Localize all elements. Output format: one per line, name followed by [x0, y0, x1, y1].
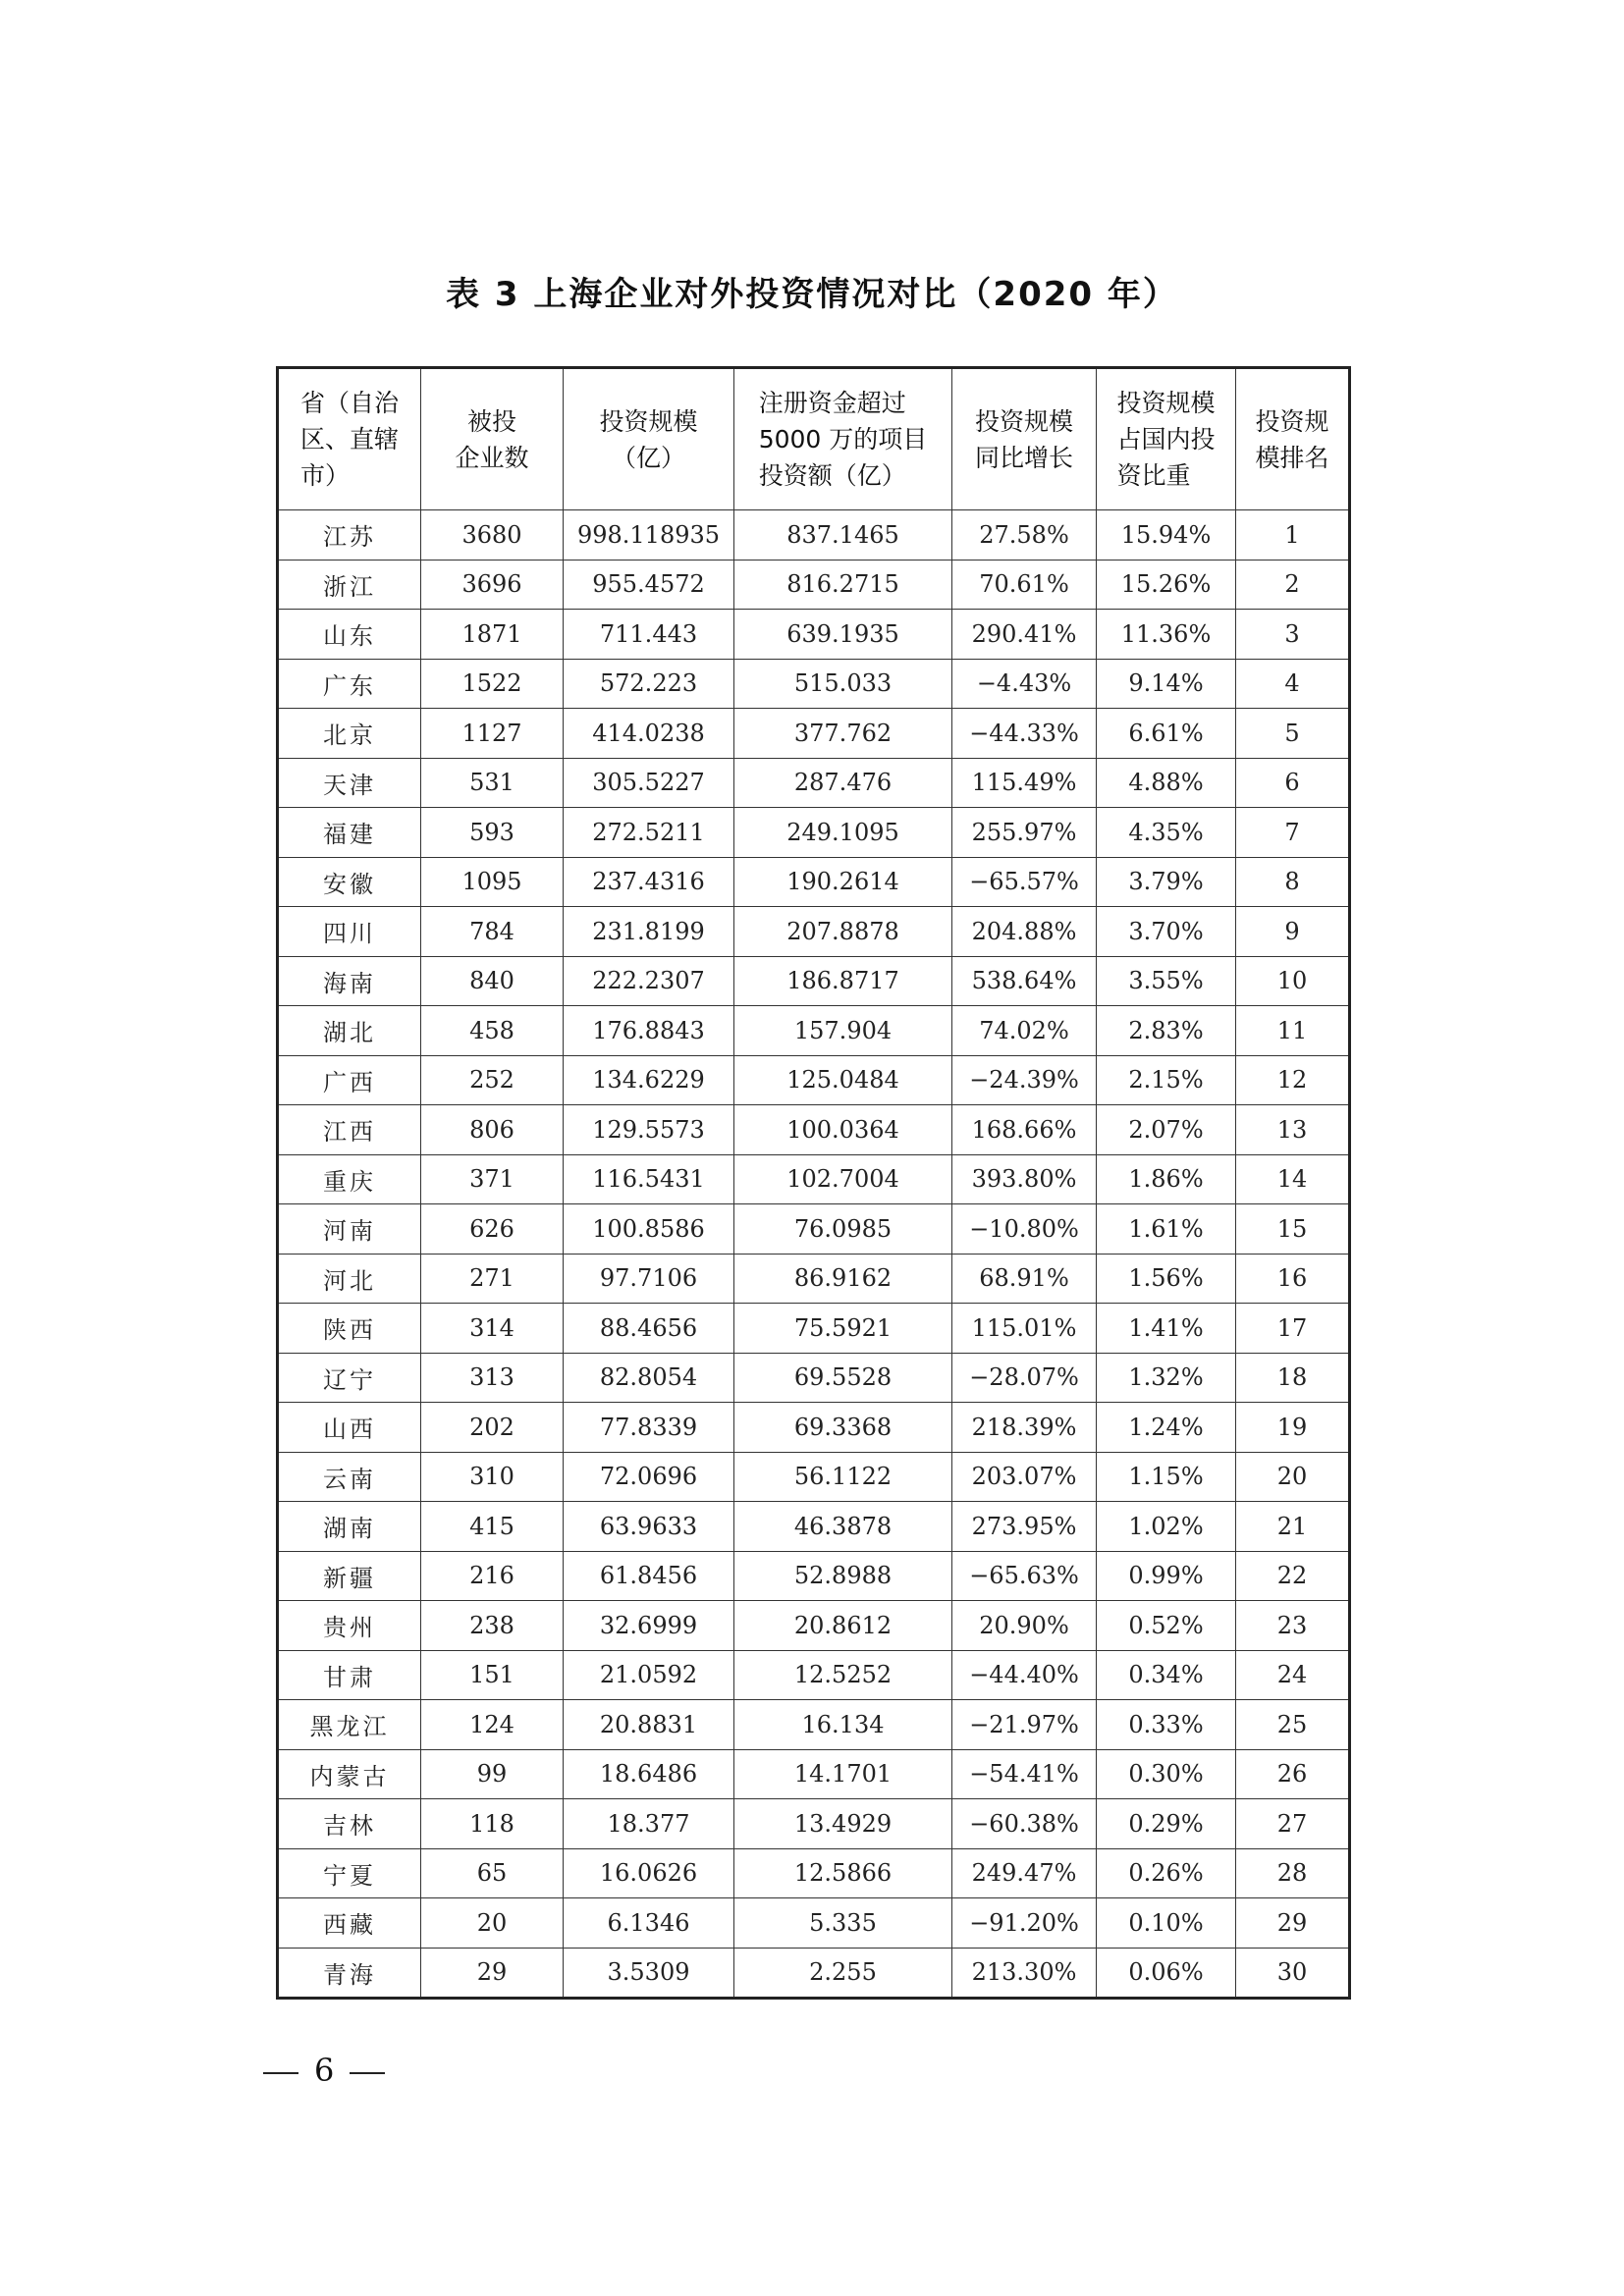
cell-investment-scale: 16.0626 [564, 1848, 734, 1898]
cell-rank: 2 [1236, 560, 1350, 610]
cell-large-project-investment: 2.255 [734, 1948, 952, 1999]
cell-large-project-investment: 125.0484 [734, 1055, 952, 1105]
cell-yoy-growth: 203.07% [952, 1452, 1097, 1502]
cell-rank: 21 [1236, 1502, 1350, 1552]
cell-province: 山西 [278, 1403, 421, 1453]
cell-investment-scale: 20.8831 [564, 1700, 734, 1750]
cell-investment-scale: 176.8843 [564, 1006, 734, 1056]
cell-large-project-investment: 16.134 [734, 1700, 952, 1750]
cell-investment-scale: 129.5573 [564, 1105, 734, 1155]
cell-yoy-growth: 115.49% [952, 758, 1097, 808]
cell-yoy-growth: 27.58% [952, 510, 1097, 561]
cell-investment-scale: 72.0696 [564, 1452, 734, 1502]
cell-rank: 16 [1236, 1254, 1350, 1304]
cell-investment-scale: 6.1346 [564, 1898, 734, 1949]
table-row [278, 1601, 1350, 1651]
table-row [278, 1304, 1350, 1354]
cell-domestic-share: 15.26% [1097, 560, 1236, 610]
cell-yoy-growth: −54.41% [952, 1749, 1097, 1799]
cell-enterprise-count: 20 [421, 1898, 564, 1949]
cell-investment-scale: 955.4572 [564, 560, 734, 610]
cell-enterprise-count: 151 [421, 1650, 564, 1700]
cell-rank: 26 [1236, 1749, 1350, 1799]
cell-domestic-share: 2.83% [1097, 1006, 1236, 1056]
cell-domestic-share: 0.29% [1097, 1799, 1236, 1849]
cell-yoy-growth: 290.41% [952, 610, 1097, 660]
cell-investment-scale: 998.118935 [564, 510, 734, 561]
header-line: （亿） [611, 443, 685, 472]
cell-yoy-growth: 20.90% [952, 1601, 1097, 1651]
cell-yoy-growth: −21.97% [952, 1700, 1097, 1750]
cell-yoy-growth: −44.33% [952, 709, 1097, 759]
cell-yoy-growth: −44.40% [952, 1650, 1097, 1700]
cell-rank: 18 [1236, 1353, 1350, 1403]
cell-domestic-share: 0.52% [1097, 1601, 1236, 1651]
cell-domestic-share: 1.02% [1097, 1502, 1236, 1552]
table-row [278, 1452, 1350, 1502]
cell-investment-scale: 116.5431 [564, 1154, 734, 1204]
cell-investment-scale: 88.4656 [564, 1304, 734, 1354]
cell-large-project-investment: 515.033 [734, 659, 952, 709]
cell-rank: 28 [1236, 1848, 1350, 1898]
cell-province: 山东 [278, 610, 421, 660]
header-line: 市） [299, 461, 350, 490]
header-line: 同比增长 [974, 443, 1073, 472]
cell-enterprise-count: 310 [421, 1452, 564, 1502]
cell-province: 河南 [278, 1204, 421, 1255]
cell-large-project-investment: 190.2614 [734, 857, 952, 907]
header-line: 省（自治 [299, 389, 399, 417]
cell-province: 贵州 [278, 1601, 421, 1651]
investment-table [276, 366, 1351, 2000]
cell-investment-scale: 272.5211 [564, 808, 734, 858]
header-line: 5000 万的项目 [758, 425, 928, 454]
cell-investment-scale: 222.2307 [564, 956, 734, 1006]
cell-enterprise-count: 3680 [421, 510, 564, 561]
cell-investment-scale: 414.0238 [564, 709, 734, 759]
cell-large-project-investment: 12.5252 [734, 1650, 952, 1700]
cell-enterprise-count: 1871 [421, 610, 564, 660]
cell-domestic-share: 4.88% [1097, 758, 1236, 808]
cell-yoy-growth: −65.57% [952, 857, 1097, 907]
cell-domestic-share: 1.24% [1097, 1403, 1236, 1453]
cell-enterprise-count: 371 [421, 1154, 564, 1204]
cell-large-project-investment: 100.0364 [734, 1105, 952, 1155]
header-yoy-growth [952, 368, 1097, 510]
table-title: 表 3 上海企业对外投资情况对比（2020 年） [446, 275, 1178, 314]
page-footer [247, 2052, 401, 2089]
cell-domestic-share: 2.15% [1097, 1055, 1236, 1105]
cell-province: 福建 [278, 808, 421, 858]
table-row [278, 1105, 1350, 1155]
cell-large-project-investment: 249.1095 [734, 808, 952, 858]
cell-yoy-growth: −91.20% [952, 1898, 1097, 1949]
cell-domestic-share: 11.36% [1097, 610, 1236, 660]
cell-province: 陕西 [278, 1304, 421, 1354]
cell-large-project-investment: 69.5528 [734, 1353, 952, 1403]
cell-rank: 19 [1236, 1403, 1350, 1453]
cell-rank: 30 [1236, 1948, 1350, 1999]
table-row [278, 1154, 1350, 1204]
cell-province: 吉林 [278, 1799, 421, 1849]
cell-investment-scale: 305.5227 [564, 758, 734, 808]
cell-rank: 17 [1236, 1304, 1350, 1354]
cell-enterprise-count: 124 [421, 1700, 564, 1750]
cell-rank: 10 [1236, 956, 1350, 1006]
cell-enterprise-count: 415 [421, 1502, 564, 1552]
cell-large-project-investment: 46.3878 [734, 1502, 952, 1552]
cell-large-project-investment: 52.8988 [734, 1551, 952, 1601]
cell-large-project-investment: 5.335 [734, 1898, 952, 1949]
header-line: 投资规 [1255, 406, 1329, 436]
cell-investment-scale: 3.5309 [564, 1948, 734, 1999]
cell-domestic-share: 6.61% [1097, 709, 1236, 759]
cell-province: 西藏 [278, 1898, 421, 1949]
cell-yoy-growth: −28.07% [952, 1353, 1097, 1403]
cell-investment-scale: 21.0592 [564, 1650, 734, 1700]
cell-investment-scale: 237.4316 [564, 857, 734, 907]
cell-domestic-share: 1.15% [1097, 1452, 1236, 1502]
cell-large-project-investment: 377.762 [734, 709, 952, 759]
cell-large-project-investment: 20.8612 [734, 1601, 952, 1651]
cell-investment-scale: 61.8456 [564, 1551, 734, 1601]
table-row [278, 1749, 1350, 1799]
dash-right [350, 2072, 385, 2074]
table-row [278, 1848, 1350, 1898]
cell-rank: 5 [1236, 709, 1350, 759]
cell-province: 江西 [278, 1105, 421, 1155]
cell-domestic-share: 2.07% [1097, 1105, 1236, 1155]
header-enterprise-count [421, 368, 564, 510]
cell-large-project-investment: 207.8878 [734, 907, 952, 957]
cell-large-project-investment: 12.5866 [734, 1848, 952, 1898]
cell-rank: 9 [1236, 907, 1350, 957]
cell-rank: 27 [1236, 1799, 1350, 1849]
cell-enterprise-count: 1127 [421, 709, 564, 759]
cell-large-project-investment: 157.904 [734, 1006, 952, 1056]
cell-enterprise-count: 238 [421, 1601, 564, 1651]
cell-enterprise-count: 626 [421, 1204, 564, 1255]
header-domestic-share [1097, 368, 1236, 510]
cell-province: 青海 [278, 1948, 421, 1999]
cell-rank: 14 [1236, 1154, 1350, 1204]
cell-domestic-share: 1.41% [1097, 1304, 1236, 1354]
table-row [278, 1055, 1350, 1105]
cell-rank: 11 [1236, 1006, 1350, 1056]
cell-rank: 23 [1236, 1601, 1350, 1651]
cell-yoy-growth: −10.80% [952, 1204, 1097, 1255]
header-line: 企业数 [455, 443, 529, 472]
table-row [278, 1700, 1350, 1750]
cell-domestic-share: 3.70% [1097, 907, 1236, 957]
table-row [278, 1254, 1350, 1304]
cell-province: 内蒙古 [278, 1749, 421, 1799]
table-row [278, 907, 1350, 957]
cell-yoy-growth: 213.30% [952, 1948, 1097, 1999]
cell-enterprise-count: 202 [421, 1403, 564, 1453]
cell-investment-scale: 231.8199 [564, 907, 734, 957]
cell-enterprise-count: 840 [421, 956, 564, 1006]
cell-domestic-share: 0.99% [1097, 1551, 1236, 1601]
cell-domestic-share: 1.86% [1097, 1154, 1236, 1204]
cell-province: 安徽 [278, 857, 421, 907]
table-header-row [278, 368, 1350, 510]
cell-yoy-growth: 273.95% [952, 1502, 1097, 1552]
header-investment-scale [564, 368, 734, 510]
cell-yoy-growth: 70.61% [952, 560, 1097, 610]
table-row [278, 857, 1350, 907]
cell-domestic-share: 1.32% [1097, 1353, 1236, 1403]
cell-province: 湖北 [278, 1006, 421, 1056]
cell-large-project-investment: 102.7004 [734, 1154, 952, 1204]
cell-domestic-share: 3.55% [1097, 956, 1236, 1006]
cell-rank: 25 [1236, 1700, 1350, 1750]
cell-enterprise-count: 806 [421, 1105, 564, 1155]
cell-domestic-share: 0.33% [1097, 1700, 1236, 1750]
cell-province: 海南 [278, 956, 421, 1006]
cell-rank: 22 [1236, 1551, 1350, 1601]
cell-enterprise-count: 458 [421, 1006, 564, 1056]
cell-rank: 8 [1236, 857, 1350, 907]
table-row [278, 1006, 1350, 1056]
cell-rank: 20 [1236, 1452, 1350, 1502]
cell-province: 黑龙江 [278, 1700, 421, 1750]
cell-yoy-growth: 168.66% [952, 1105, 1097, 1155]
table-row [278, 560, 1350, 610]
cell-enterprise-count: 216 [421, 1551, 564, 1601]
cell-rank: 6 [1236, 758, 1350, 808]
cell-province: 四川 [278, 907, 421, 957]
cell-province: 天津 [278, 758, 421, 808]
cell-investment-scale: 134.6229 [564, 1055, 734, 1105]
cell-enterprise-count: 593 [421, 808, 564, 858]
cell-enterprise-count: 271 [421, 1254, 564, 1304]
table-body [278, 510, 1350, 1999]
table-row [278, 1650, 1350, 1700]
cell-enterprise-count: 784 [421, 907, 564, 957]
cell-yoy-growth: 218.39% [952, 1403, 1097, 1453]
table-row [278, 709, 1350, 759]
cell-investment-scale: 100.8586 [564, 1204, 734, 1255]
cell-rank: 4 [1236, 659, 1350, 709]
table-row [278, 1799, 1350, 1849]
table-row [278, 1353, 1350, 1403]
cell-yoy-growth: −24.39% [952, 1055, 1097, 1105]
cell-enterprise-count: 118 [421, 1799, 564, 1849]
cell-domestic-share: 0.26% [1097, 1848, 1236, 1898]
cell-yoy-growth: 255.97% [952, 808, 1097, 858]
cell-large-project-investment: 14.1701 [734, 1749, 952, 1799]
header-line: 投资额（亿） [758, 461, 906, 490]
cell-province: 北京 [278, 709, 421, 759]
cell-province: 甘肃 [278, 1650, 421, 1700]
cell-province: 辽宁 [278, 1353, 421, 1403]
cell-large-project-investment: 639.1935 [734, 610, 952, 660]
cell-enterprise-count: 313 [421, 1353, 564, 1403]
cell-large-project-investment: 56.1122 [734, 1452, 952, 1502]
cell-province: 湖南 [278, 1502, 421, 1552]
cell-rank: 1 [1236, 510, 1350, 561]
cell-enterprise-count: 29 [421, 1948, 564, 1999]
header-line: 注册资金超过 [758, 389, 906, 417]
cell-large-project-investment: 287.476 [734, 758, 952, 808]
cell-large-project-investment: 86.9162 [734, 1254, 952, 1304]
cell-province: 广西 [278, 1055, 421, 1105]
cell-rank: 15 [1236, 1204, 1350, 1255]
cell-yoy-growth: 538.64% [952, 956, 1097, 1006]
header-line: 投资规模 [1116, 389, 1216, 417]
cell-rank: 3 [1236, 610, 1350, 660]
cell-investment-scale: 32.6999 [564, 1601, 734, 1651]
cell-province: 广东 [278, 659, 421, 709]
cell-yoy-growth: −4.43% [952, 659, 1097, 709]
cell-large-project-investment: 837.1465 [734, 510, 952, 561]
header-line: 区、直辖 [299, 425, 399, 454]
cell-rank: 13 [1236, 1105, 1350, 1155]
cell-investment-scale: 18.6486 [564, 1749, 734, 1799]
cell-enterprise-count: 65 [421, 1848, 564, 1898]
cell-rank: 7 [1236, 808, 1350, 858]
cell-domestic-share: 0.34% [1097, 1650, 1236, 1700]
table-row [278, 610, 1350, 660]
cell-province: 江苏 [278, 510, 421, 561]
dash-left [263, 2072, 298, 2074]
cell-investment-scale: 18.377 [564, 1799, 734, 1849]
table-row [278, 1551, 1350, 1601]
header-line: 资比重 [1116, 461, 1191, 490]
cell-enterprise-count: 252 [421, 1055, 564, 1105]
header-line: 被投 [466, 406, 516, 436]
cell-province: 新疆 [278, 1551, 421, 1601]
cell-yoy-growth: 393.80% [952, 1154, 1097, 1204]
cell-province: 浙江 [278, 560, 421, 610]
cell-domestic-share: 0.30% [1097, 1749, 1236, 1799]
cell-large-project-investment: 816.2715 [734, 560, 952, 610]
header-line: 投资规模 [599, 406, 698, 436]
table-row [278, 1948, 1350, 1999]
cell-rank: 24 [1236, 1650, 1350, 1700]
cell-large-project-investment: 75.5921 [734, 1304, 952, 1354]
cell-enterprise-count: 1095 [421, 857, 564, 907]
table-row [278, 1403, 1350, 1453]
header-province [278, 368, 421, 510]
header-line: 占国内投 [1116, 425, 1216, 454]
cell-yoy-growth: 249.47% [952, 1848, 1097, 1898]
header-large-project-investment [734, 368, 952, 510]
table-row [278, 659, 1350, 709]
cell-investment-scale: 82.8054 [564, 1353, 734, 1403]
cell-enterprise-count: 531 [421, 758, 564, 808]
cell-domestic-share: 1.61% [1097, 1204, 1236, 1255]
cell-large-project-investment: 186.8717 [734, 956, 952, 1006]
cell-large-project-investment: 69.3368 [734, 1403, 952, 1453]
cell-domestic-share: 4.35% [1097, 808, 1236, 858]
cell-province: 河北 [278, 1254, 421, 1304]
cell-yoy-growth: 68.91% [952, 1254, 1097, 1304]
cell-investment-scale: 97.7106 [564, 1254, 734, 1304]
table-row [278, 1204, 1350, 1255]
table-row [278, 758, 1350, 808]
cell-enterprise-count: 1522 [421, 659, 564, 709]
cell-investment-scale: 572.223 [564, 659, 734, 709]
cell-investment-scale: 711.443 [564, 610, 734, 660]
cell-rank: 12 [1236, 1055, 1350, 1105]
table-row [278, 956, 1350, 1006]
cell-province: 重庆 [278, 1154, 421, 1204]
table-row [278, 510, 1350, 561]
cell-large-project-investment: 76.0985 [734, 1204, 952, 1255]
table-row [278, 808, 1350, 858]
cell-domestic-share: 3.79% [1097, 857, 1236, 907]
cell-domestic-share: 9.14% [1097, 659, 1236, 709]
cell-domestic-share: 15.94% [1097, 510, 1236, 561]
cell-province: 宁夏 [278, 1848, 421, 1898]
cell-enterprise-count: 314 [421, 1304, 564, 1354]
cell-domestic-share: 1.56% [1097, 1254, 1236, 1304]
table-row [278, 1502, 1350, 1552]
table-row [278, 1898, 1350, 1949]
header-rank [1236, 368, 1350, 510]
cell-yoy-growth: 204.88% [952, 907, 1097, 957]
cell-yoy-growth: 115.01% [952, 1304, 1097, 1354]
cell-large-project-investment: 13.4929 [734, 1799, 952, 1849]
header-line: 模排名 [1255, 443, 1329, 472]
cell-domestic-share: 0.06% [1097, 1948, 1236, 1999]
cell-domestic-share: 0.10% [1097, 1898, 1236, 1949]
cell-province: 云南 [278, 1452, 421, 1502]
cell-investment-scale: 77.8339 [564, 1403, 734, 1453]
cell-yoy-growth: −60.38% [952, 1799, 1097, 1849]
cell-yoy-growth: −65.63% [952, 1551, 1097, 1601]
cell-enterprise-count: 99 [421, 1749, 564, 1799]
cell-enterprise-count: 3696 [421, 560, 564, 610]
page-number: 6 [314, 2052, 335, 2089]
cell-investment-scale: 63.9633 [564, 1502, 734, 1552]
cell-rank: 29 [1236, 1898, 1350, 1949]
cell-yoy-growth: 74.02% [952, 1006, 1097, 1056]
header-line: 投资规模 [974, 406, 1073, 436]
